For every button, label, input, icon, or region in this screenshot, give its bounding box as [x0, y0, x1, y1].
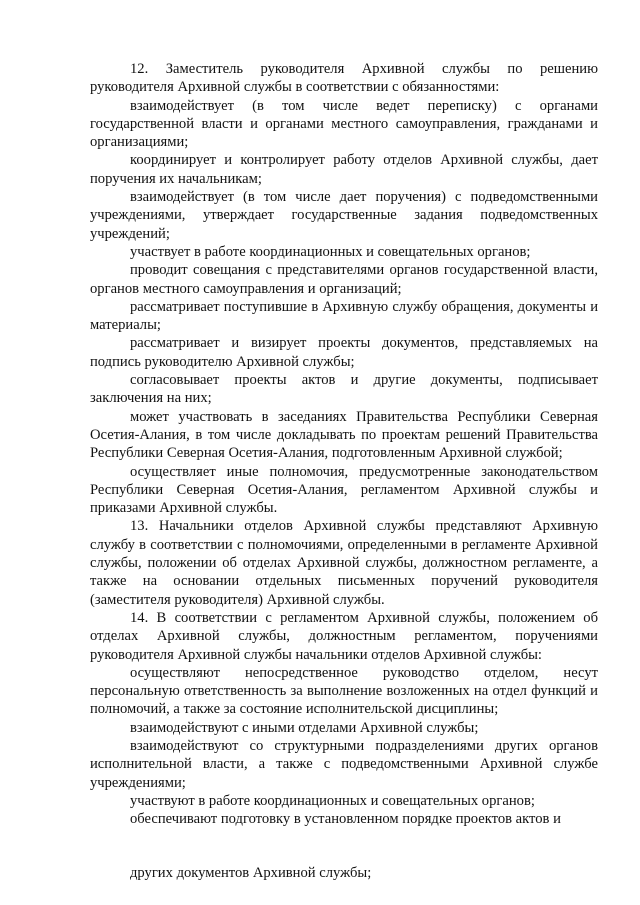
paragraph-14-item: обеспечивают подготовку в установленном порядке проектов актов и [130, 811, 561, 828]
paragraph-12-item: взаимодействует (в том числе дает поручения) с подведомственными учреждениями, утверждает государственные задания подведомственных учреждений; [90, 189, 598, 242]
paragraph-14-item: участвуют в работе координационных и совещательных органов; [130, 792, 535, 809]
paragraph-14-continuation: других документов Архивной службы; [130, 865, 372, 882]
paragraph-12-item: рассматривает и визирует проекты документов, представляемых на подпись руководителю Архивной службы; [90, 335, 598, 370]
paragraph-13: 13. Начальники отделов Архивной службы представляют Архивную службу в соответствии с полномочиями, определенными в регламенте Архивной службы, положении об отделах Архивной службы, должностном регламенте, а также на основании отдельных письменных поручений руководителя (заместителя руководителя) Архивной службы. [90, 518, 598, 608]
paragraph-14-item: осуществляют непосредственное руководство отделом, несут персональную ответственность за выполнение возложенных на отдел функций и полномочий, а также за состояние исполнительской дисциплины; [90, 664, 598, 718]
paragraph-12-item: согласовывает проекты актов и другие документы, подписывает заключения на них; [90, 372, 598, 407]
paragraph-12-item: рассматривает поступившие в Архивную службу обращения, документы и материалы; [90, 298, 598, 334]
paragraph-12-item: участвует в работе координационных и совещательных органов; [130, 243, 531, 260]
paragraph-12-item: осуществляет иные полномочия, предусмотренные законодательством Республики Северная Осетия-Алания, регламентом Архивной службы и приказами Архивной службы. [90, 463, 598, 517]
paragraph-12-item: координирует и контролирует работу отделов Архивной службы, дает поручения их начальникам; [90, 152, 598, 187]
document-page [90, 60, 598, 883]
paragraph-14-item: взаимодействуют со структурными подразделениями других органов исполнительной власти, а также с подведомственными Архивной службе учреждениями; [90, 737, 598, 791]
paragraph-12-intro: 12. Заместитель руководителя Архивной службы по решению руководителя Архивной службы в соответствии с обязанностями: [90, 61, 598, 96]
paragraph-12-item: проводит совещания с представителями органов государственной власти, органов местного самоуправления и организаций; [90, 262, 598, 297]
paragraph-12-item: может участвовать в заседаниях Правительства Республики Северная Осетия-Алания, в том числе докладывать по проектам решений Правительства Республики Северная Осетия-Алания, подготовленным Архивной службой; [90, 408, 598, 462]
paragraph-12-item: взаимодействует (в том числе ведет переписку) с органами государственной власти и органами местного самоуправления, гражданами и организациями; [90, 97, 598, 151]
paragraph-14-item: взаимодействуют с иными отделами Архивной службы; [130, 719, 479, 736]
paragraph-14-intro: 14. В соответствии с регламентом Архивной службы, положением об отделах Архивной службы, должностным регламентом, поручениями руководителя Архивной службы начальники отделов Архивной службы: [90, 609, 598, 663]
line-gap [90, 828, 598, 864]
